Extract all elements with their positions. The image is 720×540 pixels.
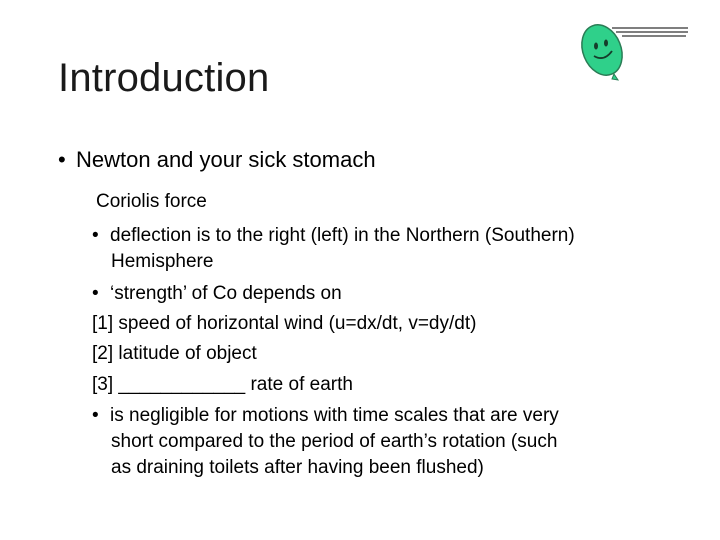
- list-item-text: deflection is to the right (left) in the Northern (Southern): [110, 225, 575, 246]
- list-item: [92, 404, 559, 428]
- list-item: [1] speed of horizontal wind (u=dx/dt, v=dy/dt): [92, 313, 477, 334]
- list-item-continuation: short compared to the period of earth’s rotation (such: [111, 431, 558, 452]
- bullet-glyph: •: [92, 225, 99, 246]
- list-item-text: ‘strength’ of Co depends on: [110, 283, 342, 304]
- list-item-continuation: Hemisphere: [111, 251, 214, 272]
- list-item: [92, 224, 575, 248]
- main-bullet-text: Newton and your sick stomach: [76, 147, 376, 172]
- list-item-text: is negligible for motions with time scales that are very: [110, 405, 559, 426]
- smiley-balloon-icon: [568, 18, 692, 86]
- subheading: Coriolis force: [96, 191, 207, 212]
- list-item: [3] ____________ rate of earth: [92, 374, 353, 395]
- list-item: [92, 282, 342, 306]
- list-item: [2] latitude of object: [92, 343, 257, 364]
- bullet-glyph: •: [92, 405, 99, 426]
- slide-title: Introduction: [58, 56, 270, 100]
- bullet-glyph: •: [92, 283, 99, 304]
- main-bullet: [58, 148, 376, 172]
- bullet-glyph: •: [58, 147, 66, 172]
- list-item-continuation: as draining toilets after having been flushed): [111, 457, 484, 478]
